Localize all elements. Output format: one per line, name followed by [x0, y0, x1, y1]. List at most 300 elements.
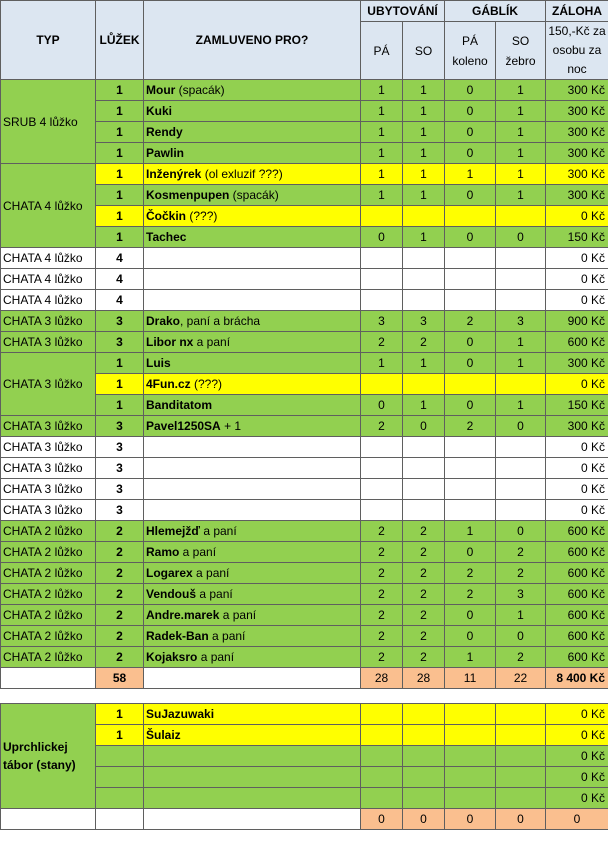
- ubytovani-pa-value: [361, 248, 403, 269]
- total-ubytovani-pa: 28: [361, 668, 403, 689]
- gablik-pa-value: [445, 248, 496, 269]
- gablik-pa-value: 0: [445, 122, 496, 143]
- bed-count: 4: [96, 269, 144, 290]
- gablik-so-value: 0: [496, 227, 546, 248]
- gablik-pa-value: 1: [445, 521, 496, 542]
- booking-name: [144, 500, 361, 521]
- ubytovani-so-value: [403, 500, 445, 521]
- ubytovani-pa-value: [361, 788, 403, 809]
- zaloha-value: 300 Kč: [546, 416, 608, 437]
- room-type: CHATA 2 lůžko: [1, 626, 96, 647]
- header-zaloha: ZÁLOHA: [546, 1, 608, 22]
- guest-name: Rendy: [146, 125, 183, 139]
- booking-name: [144, 332, 361, 353]
- gablik-so-value: [496, 746, 546, 767]
- totals-blank: [1, 809, 96, 830]
- ubytovani-pa-value: [361, 746, 403, 767]
- zaloha-value: 300 Kč: [546, 122, 608, 143]
- table-row: [1, 269, 608, 290]
- room-type: CHATA 3 lůžko: [1, 458, 96, 479]
- zaloha-value: 600 Kč: [546, 521, 608, 542]
- table-row: [1, 248, 608, 269]
- gablik-pa-value: 0: [445, 395, 496, 416]
- booking-name: [144, 290, 361, 311]
- ubytovani-pa-value: 1: [361, 101, 403, 122]
- ubytovani-so-value: 1: [403, 353, 445, 374]
- ubytovani-so-value: 2: [403, 542, 445, 563]
- gablik-so-value: 3: [496, 584, 546, 605]
- gablik-pa-value: 0: [445, 143, 496, 164]
- tabor-total-gablik-pa: 0: [445, 809, 496, 830]
- ubytovani-so-value: 2: [403, 605, 445, 626]
- booking-name: [144, 206, 361, 227]
- bed-count: 1: [96, 143, 144, 164]
- gablik-pa-value: [445, 479, 496, 500]
- total-gablik-so: 22: [496, 668, 546, 689]
- ubytovani-pa-value: 1: [361, 80, 403, 101]
- total-zaloha: 8 400 Kč: [546, 668, 608, 689]
- ubytovani-pa-value: 1: [361, 143, 403, 164]
- spacer-cell: [445, 689, 496, 704]
- booking-name: [144, 542, 361, 563]
- ubytovani-so-value: 2: [403, 584, 445, 605]
- bed-count: [96, 767, 144, 788]
- bed-count: 1: [96, 353, 144, 374]
- ubytovani-so-value: [403, 248, 445, 269]
- booking-name: [144, 584, 361, 605]
- room-type: CHATA 3 lůžko: [1, 332, 96, 353]
- ubytovani-so-value: 1: [403, 164, 445, 185]
- header-ubytovani-pa: PÁ: [361, 22, 403, 80]
- spacer-cell: [361, 689, 403, 704]
- ubytovani-so-value: 1: [403, 80, 445, 101]
- guest-name: Banditatom: [146, 398, 212, 412]
- zaloha-value: 0 Kč: [546, 269, 608, 290]
- tabor-total-ubytovani-pa: 0: [361, 809, 403, 830]
- booking-name: [144, 605, 361, 626]
- zaloha-value: 0 Kč: [546, 374, 608, 395]
- ubytovani-so-value: [403, 788, 445, 809]
- bed-count: 3: [96, 332, 144, 353]
- room-type: CHATA 2 lůžko: [1, 605, 96, 626]
- ubytovani-so-value: [403, 479, 445, 500]
- ubytovani-so-value: 2: [403, 626, 445, 647]
- header-gablik-so: SO žebro: [496, 22, 546, 80]
- gablik-pa-value: [445, 437, 496, 458]
- gablik-pa-value: 2: [445, 416, 496, 437]
- room-type: CHATA 4 lůžko: [1, 248, 96, 269]
- ubytovani-pa-value: 2: [361, 605, 403, 626]
- zaloha-value: 0 Kč: [546, 500, 608, 521]
- gablik-so-value: [496, 788, 546, 809]
- table-row: [1, 416, 608, 437]
- booking-name: [144, 353, 361, 374]
- gablik-so-value: 1: [496, 122, 546, 143]
- room-type: CHATA 2 lůžko: [1, 563, 96, 584]
- ubytovani-pa-value: [361, 767, 403, 788]
- gablik-so-value: 3: [496, 311, 546, 332]
- booking-name: [144, 479, 361, 500]
- gablik-so-value: [496, 374, 546, 395]
- guest-name: 4Fun.cz: [146, 377, 191, 391]
- ubytovani-pa-value: [361, 704, 403, 725]
- gablik-pa-value: 0: [445, 101, 496, 122]
- bed-count: 2: [96, 647, 144, 668]
- gablik-so-value: [496, 479, 546, 500]
- booking-name: [144, 647, 361, 668]
- booking-name: [144, 164, 361, 185]
- bed-count: 3: [96, 416, 144, 437]
- table-row: [1, 80, 608, 101]
- gablik-so-value: 1: [496, 395, 546, 416]
- room-type: CHATA 2 lůžko: [1, 542, 96, 563]
- zaloha-value: 0 Kč: [546, 725, 608, 746]
- ubytovani-so-value: 1: [403, 143, 445, 164]
- ubytovani-pa-value: [361, 290, 403, 311]
- table-row: [1, 500, 608, 521]
- spacer-row: [1, 689, 608, 704]
- totals-blank: [1, 668, 96, 689]
- ubytovani-so-value: 1: [403, 395, 445, 416]
- guest-note: (spacák): [175, 83, 225, 97]
- zaloha-value: 600 Kč: [546, 563, 608, 584]
- gablik-so-value: 1: [496, 353, 546, 374]
- spacer-cell: [1, 689, 96, 704]
- guest-name: Libor nx: [146, 335, 194, 349]
- bed-count: 3: [96, 479, 144, 500]
- ubytovani-pa-value: 2: [361, 416, 403, 437]
- ubytovani-so-value: 2: [403, 647, 445, 668]
- ubytovani-pa-value: 2: [361, 584, 403, 605]
- booking-name: [144, 704, 361, 725]
- ubytovani-pa-value: [361, 437, 403, 458]
- booking-name: [144, 374, 361, 395]
- guest-name: Čočkin: [146, 209, 187, 223]
- booking-name: [144, 269, 361, 290]
- zaloha-value: 600 Kč: [546, 584, 608, 605]
- header-typ: TYP: [1, 1, 96, 80]
- zaloha-value: 600 Kč: [546, 542, 608, 563]
- gablik-so-value: 0: [496, 521, 546, 542]
- zaloha-value: 600 Kč: [546, 647, 608, 668]
- ubytovani-pa-value: [361, 374, 403, 395]
- bed-count: 1: [96, 374, 144, 395]
- gablik-so-value: 1: [496, 101, 546, 122]
- gablik-pa-value: 0: [445, 353, 496, 374]
- bed-count: 1: [96, 395, 144, 416]
- ubytovani-pa-value: 1: [361, 353, 403, 374]
- zaloha-value: 300 Kč: [546, 80, 608, 101]
- gablik-so-value: [496, 437, 546, 458]
- gablik-so-value: [496, 767, 546, 788]
- table-row: [1, 479, 608, 500]
- guest-name: Šulaiz: [146, 728, 181, 742]
- gablik-so-value: [496, 290, 546, 311]
- table-row: [1, 458, 608, 479]
- gablik-so-value: [496, 500, 546, 521]
- ubytovani-pa-value: 2: [361, 521, 403, 542]
- booking-name: [144, 626, 361, 647]
- gablik-pa-value: 2: [445, 584, 496, 605]
- ubytovani-so-value: [403, 206, 445, 227]
- tabor-total-gablik-so: 0: [496, 809, 546, 830]
- room-type: CHATA 3 lůžko: [1, 479, 96, 500]
- bed-count: 2: [96, 584, 144, 605]
- header-ubytovani-so: SO: [403, 22, 445, 80]
- room-type: CHATA 2 lůžko: [1, 521, 96, 542]
- ubytovani-so-value: [403, 458, 445, 479]
- gablik-so-value: 1: [496, 80, 546, 101]
- table-row: [1, 605, 608, 626]
- gablik-pa-value: [445, 725, 496, 746]
- gablik-pa-value: 0: [445, 605, 496, 626]
- guest-name: Hlemejžď: [146, 524, 200, 538]
- bed-count: 4: [96, 248, 144, 269]
- gablik-so-value: [496, 206, 546, 227]
- ubytovani-pa-value: 2: [361, 563, 403, 584]
- guest-note: (???): [190, 377, 223, 391]
- gablik-so-value: 0: [496, 626, 546, 647]
- bed-count: 3: [96, 311, 144, 332]
- zaloha-value: 0 Kč: [546, 458, 608, 479]
- ubytovani-so-value: [403, 374, 445, 395]
- guest-note: a paní: [199, 524, 237, 538]
- guest-note: a paní: [179, 545, 217, 559]
- zaloha-value: 0 Kč: [546, 479, 608, 500]
- ubytovani-so-value: 3: [403, 311, 445, 332]
- zaloha-value: 300 Kč: [546, 185, 608, 206]
- table-row: [1, 626, 608, 647]
- bed-count: 2: [96, 563, 144, 584]
- ubytovani-pa-value: [361, 458, 403, 479]
- table-row: [1, 164, 608, 185]
- tabor-total-ubytovani-so: 0: [403, 809, 445, 830]
- booking-name: [144, 248, 361, 269]
- zaloha-value: 600 Kč: [546, 626, 608, 647]
- booking-name: [144, 746, 361, 767]
- bed-count: 4: [96, 290, 144, 311]
- zaloha-value: 0 Kč: [546, 290, 608, 311]
- booking-name: [144, 788, 361, 809]
- guest-name: Tachec: [146, 230, 187, 244]
- gablik-pa-value: [445, 290, 496, 311]
- guest-note: + 1: [220, 419, 242, 433]
- bed-count: 1: [96, 164, 144, 185]
- header-gablik: GÁBLÍK: [445, 1, 546, 22]
- ubytovani-so-value: 1: [403, 122, 445, 143]
- booking-name: [144, 563, 361, 584]
- booking-name: [144, 185, 361, 206]
- booking-name: [144, 80, 361, 101]
- total-gablik-pa: 11: [445, 668, 496, 689]
- guest-name: Ramo: [146, 545, 180, 559]
- guest-name: Kuki: [146, 104, 173, 118]
- spacer-cell: [496, 689, 546, 704]
- ubytovani-pa-value: 1: [361, 122, 403, 143]
- bed-count: 1: [96, 185, 144, 206]
- ubytovani-pa-value: 0: [361, 395, 403, 416]
- guest-note: a paní: [193, 335, 231, 349]
- zaloha-value: 150 Kč: [546, 395, 608, 416]
- room-type: CHATA 4 lůžko: [1, 164, 96, 248]
- booking-name: [144, 416, 361, 437]
- ubytovani-so-value: [403, 746, 445, 767]
- ubytovani-pa-value: 1: [361, 185, 403, 206]
- bed-count: 1: [96, 206, 144, 227]
- bed-count: 2: [96, 605, 144, 626]
- ubytovani-so-value: [403, 704, 445, 725]
- totals-blank: [144, 668, 361, 689]
- guest-name: Kojaksro: [146, 650, 198, 664]
- gablik-pa-value: 0: [445, 332, 496, 353]
- room-type: CHATA 3 lůžko: [1, 437, 96, 458]
- room-type: CHATA 3 lůžko: [1, 353, 96, 416]
- booking-name: [144, 101, 361, 122]
- ubytovani-pa-value: 0: [361, 227, 403, 248]
- booking-name: [144, 311, 361, 332]
- gablik-pa-value: [445, 788, 496, 809]
- gablik-so-value: 2: [496, 563, 546, 584]
- ubytovani-pa-value: [361, 206, 403, 227]
- table-row: [1, 704, 608, 725]
- booking-name: [144, 395, 361, 416]
- zaloha-value: 0 Kč: [546, 206, 608, 227]
- zaloha-value: 300 Kč: [546, 101, 608, 122]
- table-row: [1, 542, 608, 563]
- total-ubytovani-so: 28: [403, 668, 445, 689]
- gablik-so-value: 2: [496, 647, 546, 668]
- gablik-pa-value: 2: [445, 311, 496, 332]
- bed-count: 3: [96, 458, 144, 479]
- ubytovani-pa-value: 2: [361, 332, 403, 353]
- room-type: CHATA 4 lůžko: [1, 269, 96, 290]
- ubytovani-pa-value: 2: [361, 542, 403, 563]
- guest-note: (???): [186, 209, 218, 223]
- table-row: [1, 290, 608, 311]
- bed-count: 2: [96, 521, 144, 542]
- guest-note: (spacák): [229, 188, 279, 202]
- gablik-pa-value: [445, 704, 496, 725]
- tabor-total-zaloha: 0: [546, 809, 608, 830]
- gablik-pa-value: 0: [445, 542, 496, 563]
- gablik-so-value: [496, 458, 546, 479]
- gablik-so-value: 1: [496, 143, 546, 164]
- room-type: SRUB 4 lůžko: [1, 80, 96, 164]
- ubytovani-so-value: 1: [403, 185, 445, 206]
- ubytovani-so-value: 2: [403, 521, 445, 542]
- gablik-pa-value: 1: [445, 647, 496, 668]
- totals-blank: [144, 809, 361, 830]
- gablik-pa-value: 0: [445, 80, 496, 101]
- table-row: [1, 584, 608, 605]
- bed-count: 3: [96, 500, 144, 521]
- guest-name: Inženýrek: [146, 167, 202, 181]
- guest-note: a paní: [208, 629, 246, 643]
- guest-name: Andre.marek: [146, 608, 220, 622]
- room-type: Uprchlickej tábor (stany): [1, 704, 96, 809]
- zaloha-value: 0 Kč: [546, 788, 608, 809]
- guest-name: SuJazuwaki: [146, 707, 215, 721]
- bed-count: 1: [96, 122, 144, 143]
- gablik-pa-value: 0: [445, 227, 496, 248]
- spacer-cell: [96, 689, 144, 704]
- guest-name: Drako: [146, 314, 181, 328]
- ubytovani-so-value: 2: [403, 332, 445, 353]
- totals-row: [1, 668, 608, 689]
- table-row: [1, 521, 608, 542]
- ubytovani-pa-value: [361, 479, 403, 500]
- ubytovani-so-value: [403, 767, 445, 788]
- gablik-so-value: 1: [496, 185, 546, 206]
- guest-name: Pavel1250SA: [146, 419, 221, 433]
- booking-name: [144, 725, 361, 746]
- gablik-so-value: 0: [496, 416, 546, 437]
- room-type: CHATA 2 lůžko: [1, 647, 96, 668]
- zaloha-value: 0 Kč: [546, 248, 608, 269]
- tabor-totals-row: [1, 809, 608, 830]
- ubytovani-pa-value: [361, 500, 403, 521]
- zaloha-value: 0 Kč: [546, 437, 608, 458]
- gablik-pa-value: [445, 269, 496, 290]
- spacer-cell: [546, 689, 608, 704]
- bed-count: 1: [96, 101, 144, 122]
- room-type: CHATA 2 lůžko: [1, 584, 96, 605]
- gablik-pa-value: [445, 206, 496, 227]
- ubytovani-so-value: [403, 725, 445, 746]
- header-zaloha-note: 150,-Kč za osobu za noc: [546, 22, 608, 80]
- room-type: CHATA 3 lůžko: [1, 500, 96, 521]
- spacer-cell: [144, 689, 361, 704]
- guest-name: Mour: [146, 83, 176, 97]
- zaloha-value: 300 Kč: [546, 353, 608, 374]
- ubytovani-so-value: [403, 290, 445, 311]
- header-zamluveno: ZAMLUVENO PRO?: [144, 1, 361, 80]
- guest-note: , paní a brácha: [180, 314, 261, 328]
- table-row: [1, 311, 608, 332]
- gablik-so-value: 2: [496, 542, 546, 563]
- bed-count: 2: [96, 626, 144, 647]
- gablik-pa-value: 2: [445, 563, 496, 584]
- ubytovani-so-value: 2: [403, 563, 445, 584]
- ubytovani-so-value: [403, 437, 445, 458]
- guest-name: Radek-Ban: [146, 629, 209, 643]
- gablik-so-value: [496, 725, 546, 746]
- gablik-pa-value: 0: [445, 626, 496, 647]
- ubytovani-so-value: 0: [403, 416, 445, 437]
- guest-note: a paní: [219, 608, 257, 622]
- bed-count: 1: [96, 227, 144, 248]
- zaloha-value: 0 Kč: [546, 704, 608, 725]
- gablik-so-value: [496, 269, 546, 290]
- bed-count: 1: [96, 704, 144, 725]
- room-type: CHATA 3 lůžko: [1, 416, 96, 437]
- gablik-so-value: 1: [496, 332, 546, 353]
- zaloha-value: 900 Kč: [546, 311, 608, 332]
- booking-name: [144, 143, 361, 164]
- table-row: [1, 332, 608, 353]
- guest-note: a paní: [197, 650, 235, 664]
- guest-name: Vendouš: [146, 587, 197, 601]
- zaloha-value: 600 Kč: [546, 605, 608, 626]
- ubytovani-pa-value: 2: [361, 647, 403, 668]
- booking-name: [144, 122, 361, 143]
- table-row: [1, 353, 608, 374]
- ubytovani-so-value: 1: [403, 101, 445, 122]
- room-type: CHATA 4 lůžko: [1, 290, 96, 311]
- gablik-pa-value: 1: [445, 164, 496, 185]
- zaloha-value: 300 Kč: [546, 143, 608, 164]
- guest-note: a paní: [196, 587, 233, 601]
